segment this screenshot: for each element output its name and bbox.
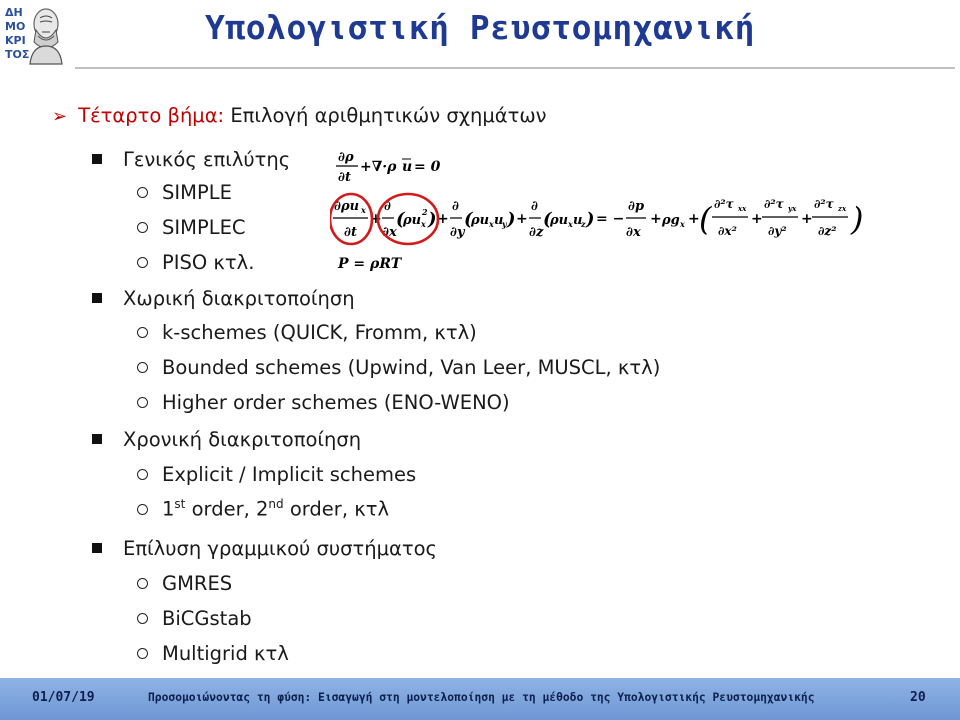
svg-text:(: (: [699, 200, 712, 238]
footer-date: 01/07/19: [32, 690, 95, 705]
footer-bar: [0, 678, 960, 720]
square-bullet-icon: [92, 543, 102, 553]
circle-bullet-icon: [137, 327, 148, 338]
step-bullet: [52, 104, 547, 127]
svg-text:u: u: [494, 213, 504, 228]
svg-text:∂y²: ∂y²: [768, 224, 787, 238]
momentum-equation: [330, 190, 870, 254]
circle-bullet-icon: [137, 362, 148, 373]
svg-text:∂²τ: ∂²τ: [714, 197, 734, 211]
list-item: Higher order schemes (ENO-WENO): [137, 391, 510, 414]
svg-text:x: x: [489, 219, 494, 229]
svg-text:∂: ∂: [452, 199, 459, 214]
circle-bullet-icon: [137, 469, 148, 480]
svg-text:= −: = −: [596, 211, 625, 227]
list-item: SIMPLEC: [137, 216, 246, 239]
svg-text:): ): [851, 200, 864, 238]
svg-text:∂: ∂: [384, 199, 391, 214]
svg-text:∂²τ: ∂²τ: [814, 197, 834, 211]
circle-bullet-icon: [137, 504, 148, 515]
svg-text:∂p: ∂p: [628, 199, 645, 214]
page-number: 20: [910, 690, 926, 705]
svg-text:ΤΟΣ: ΤΟΣ: [5, 48, 30, 61]
svg-text:xx: xx: [738, 204, 747, 213]
circle-bullet-icon: [137, 613, 148, 624]
svg-text:x: x: [421, 219, 426, 229]
svg-text:ΚΡΙ: ΚΡΙ: [5, 34, 26, 47]
svg-text:(: (: [543, 209, 552, 230]
circle-bullet-icon: [137, 187, 148, 198]
svg-text:ρu: ρu: [550, 213, 569, 228]
svg-text:y: y: [502, 219, 507, 229]
svg-text:(: (: [464, 209, 473, 230]
list-item: PISO κτλ.: [137, 251, 254, 274]
arrow-bullet-icon: ➢: [52, 106, 68, 127]
svg-text:+: +: [801, 211, 813, 227]
circle-bullet-icon: [137, 397, 148, 408]
list-item: k-schemes (QUICK, Fromm, κτλ): [137, 321, 477, 344]
svg-text:+: +: [688, 211, 700, 227]
continuity-equation: [334, 148, 444, 190]
svg-text:ρg: ρg: [662, 213, 680, 228]
institution-logo: [2, 2, 64, 66]
circle-bullet-icon: [137, 257, 148, 268]
svg-text:∂²τ: ∂²τ: [764, 197, 784, 211]
title-divider: [75, 67, 955, 69]
svg-text:x: x: [568, 219, 573, 229]
svg-text:2: 2: [422, 207, 428, 217]
svg-text:∂x²: ∂x²: [718, 224, 737, 238]
svg-text:u: u: [402, 159, 413, 175]
list-item: Multigrid κτλ: [137, 642, 289, 665]
svg-text:(: (: [396, 209, 405, 230]
svg-text:z: z: [581, 219, 586, 229]
svg-text:ΔΗ: ΔΗ: [5, 6, 23, 19]
section-heading: Επίλυση γραμμικού συστήματος: [92, 537, 437, 560]
svg-text:ρu: ρu: [403, 213, 422, 228]
list-item: Explicit / Implicit schemes: [137, 463, 416, 486]
svg-text:∂t: ∂t: [344, 225, 357, 240]
svg-text:zx: zx: [838, 204, 847, 213]
square-bullet-icon: [92, 154, 102, 164]
svg-text:): ): [507, 209, 516, 230]
step-label: Τέταρτο βήμα:: [78, 104, 225, 127]
list-item: GMRES: [137, 572, 232, 595]
svg-text:= 0: = 0: [414, 159, 441, 175]
svg-text:+: +: [516, 211, 528, 227]
list-item: BiCGstab: [137, 607, 252, 630]
svg-text:∂x: ∂x: [382, 225, 397, 240]
svg-text:x: x: [361, 205, 366, 215]
svg-text:+: +: [650, 211, 662, 227]
svg-text:+: +: [437, 211, 449, 227]
svg-text:): ): [586, 209, 595, 230]
svg-text:∂: ∂: [531, 199, 538, 214]
step-text: Επιλογή αριθμητικών σχημάτων: [230, 104, 547, 127]
circle-bullet-icon: [137, 222, 148, 233]
list-item: 1st order, 2nd order, κτλ: [137, 497, 389, 521]
svg-text:∂t: ∂t: [338, 170, 351, 185]
circle-bullet-icon: [137, 578, 148, 589]
svg-text:+: +: [370, 211, 382, 227]
svg-text:ρu: ρu: [471, 213, 490, 228]
list-item: SIMPLE: [137, 181, 232, 204]
svg-text:∂x: ∂x: [626, 225, 641, 240]
svg-text:yx: yx: [788, 204, 797, 213]
list-item: Bounded schemes (Upwind, Van Leer, MUSCL, κτλ): [137, 356, 660, 379]
svg-text:P = ρRT: P = ρRT: [338, 256, 402, 272]
svg-text:∂y: ∂y: [450, 225, 465, 240]
svg-text:∂ρ: ∂ρ: [338, 150, 354, 165]
section-heading: Χρονική διακριτοποίηση: [92, 428, 361, 451]
circle-bullet-icon: [137, 648, 148, 659]
slide-title: Υπολογιστική Ρευστομηχανική: [205, 8, 755, 47]
svg-text:∂z: ∂z: [529, 225, 544, 240]
svg-text:+: +: [751, 211, 763, 227]
svg-text:): ): [428, 209, 437, 230]
section-heading: Γενικός επιλύτης: [92, 148, 290, 171]
square-bullet-icon: [92, 293, 102, 303]
svg-text:+∇·ρ: +∇·ρ: [360, 159, 397, 175]
svg-text:u: u: [573, 213, 583, 228]
section-heading: Χωρική διακριτοποίηση: [92, 287, 355, 310]
svg-text:∂z²: ∂z²: [818, 224, 837, 238]
svg-text:∂ρu: ∂ρu: [334, 199, 360, 214]
square-bullet-icon: [92, 434, 102, 444]
state-equation: [336, 252, 416, 278]
footer-text: Προσομοιώνοντας τη φύση: Εισαγωγή στη μοντελοποίηση με τη μέθοδο της Υπολογιστικής Ρευστομηχανικής: [148, 691, 815, 704]
svg-text:x: x: [680, 219, 685, 229]
svg-text:ΜΟ: ΜΟ: [5, 20, 26, 33]
